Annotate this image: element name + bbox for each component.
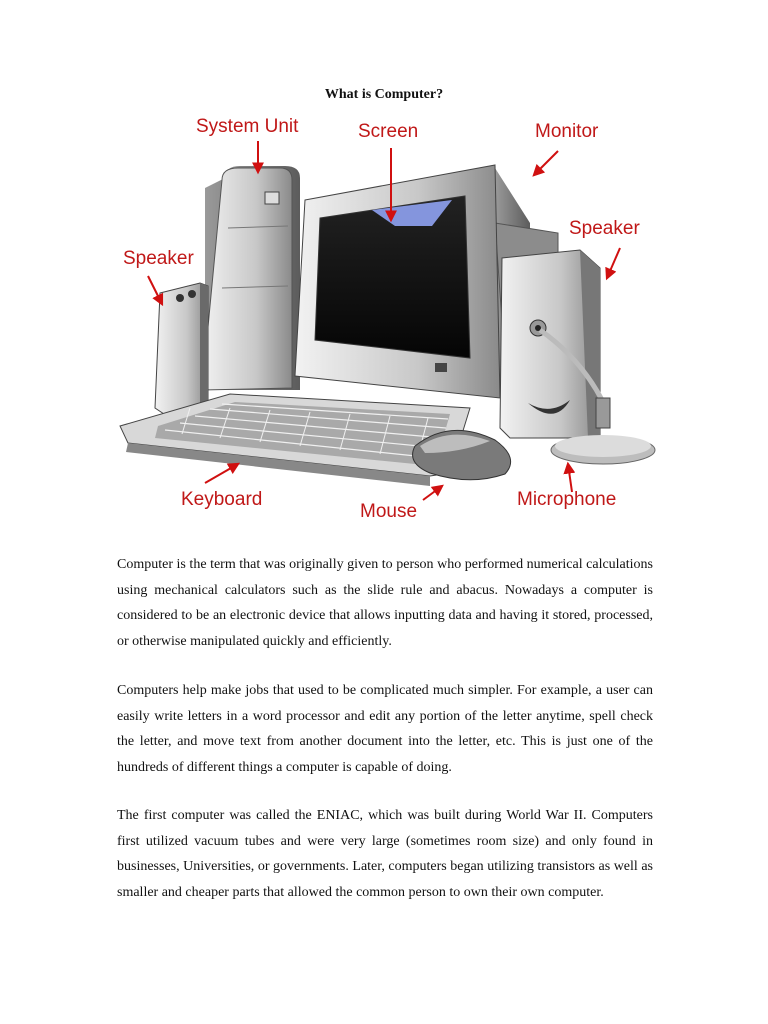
label-keyboard: Keyboard	[181, 489, 263, 510]
label-system-unit: System Unit	[196, 116, 299, 137]
paragraph-history: The first computer was called the ENIAC, which was built during World War II. Computers first utilized vacuum tubes and were very large (sometimes room size) and only found in businesses, Universities, or governments. Later, computers began utilizing transistors as well as smaller and cheaper parts that allowed the common person to own their own computer.	[117, 808, 653, 900]
paragraph-uses: Computers help make jobs that used to be complicated much simpler. For example, a user can easily write letters in a word processor and edit any portion of the letter anytime, spell check the letter, and move text from another document into the letter, etc. This is just one of the hundreds of different things a computer is capable of doing.	[117, 683, 653, 775]
label-monitor: Monitor	[535, 121, 599, 142]
paragraph-definition: Computer is the term that was originally given to person who performed numerical calculations using mechanical calculators such as the slide rule and abacus. Nowadays a computer is considered to be an electronic device that allows inputting data and having it stored, processed, or otherwise manipulated quickly and efficiently.	[117, 557, 653, 649]
label-microphone: Microphone	[517, 489, 617, 510]
computer-parts-figure	[110, 108, 670, 528]
label-screen: Screen	[358, 121, 419, 142]
label-speaker-right: Speaker	[569, 218, 640, 239]
left-speaker	[155, 283, 208, 418]
computer-diagram	[110, 108, 670, 528]
right-speaker	[500, 250, 600, 438]
page-title: What is Computer?	[324, 87, 444, 102]
system-unit	[202, 166, 300, 390]
label-mouse: Mouse	[360, 501, 418, 522]
label-speaker-left: Speaker	[123, 248, 194, 269]
